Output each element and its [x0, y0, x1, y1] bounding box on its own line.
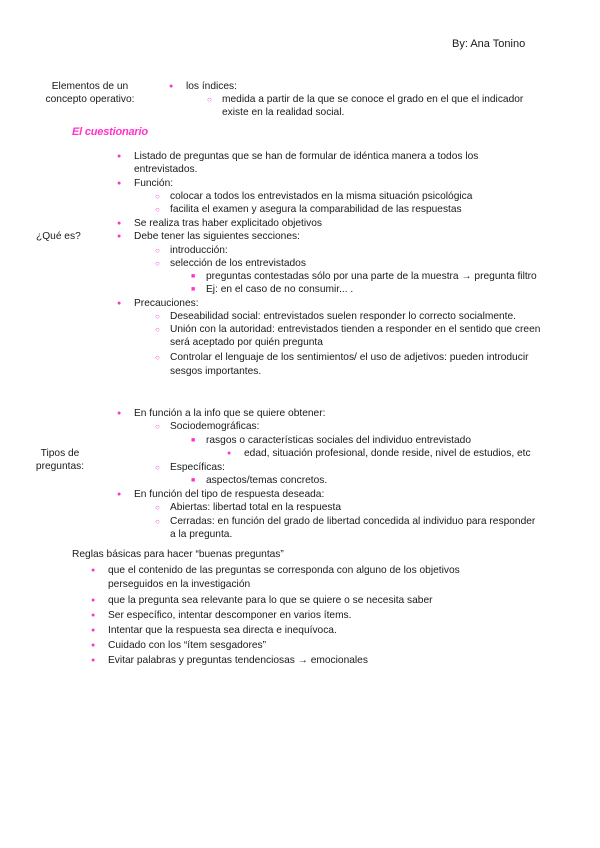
- list-item: ● Ser específico, intentar descomponer en varios ítems.: [108, 610, 352, 623]
- list-item-cont: a la pregunta.: [170, 529, 233, 540]
- list-item: ○ Controlar el lenguaje de los sentimientos/ el uso de adjetivos: pueden introducir: [170, 352, 528, 365]
- list-item: ● los índices:: [186, 81, 237, 94]
- list-item: ● edad, situación profesional, donde reside, nivel de estudios, etc: [244, 448, 531, 461]
- section-label: [20, 448, 100, 473]
- list-item: ○ Específicas:: [170, 462, 225, 475]
- list-item: ● Se realiza tras haber explicitado objetivos: [134, 218, 322, 231]
- list-item: ■ preguntas contestadas sólo por una parte de la muestra → pregunta filtro: [206, 271, 537, 284]
- list-item: ● que el contenido de las preguntas se corresponda con alguno de los objetivos: [108, 565, 460, 578]
- label-line: preguntas:: [35, 460, 85, 472]
- list-item: ■ Ej: en el caso de no consumir... .: [206, 284, 353, 297]
- list-item: ● Cuidado con los “ítem sesgadores”: [108, 640, 266, 653]
- list-item: ● Debe tener las siguientes secciones:: [134, 231, 300, 244]
- list-item: ○ introducción:: [170, 245, 228, 258]
- list-item: ■ rasgos o características sociales del individuo entrevistado: [206, 435, 471, 448]
- label-line: concepto operativo:: [45, 93, 135, 105]
- list-item-cont: perseguidos en la investigación: [108, 579, 251, 590]
- list-item-cont: existe en la realidad social.: [222, 107, 345, 118]
- list-item: ● Función:: [134, 178, 173, 191]
- list-item: ● Intentar que la respuesta sea directa e inequívoca.: [108, 625, 337, 638]
- section-label: [30, 81, 150, 106]
- list-item: ○ colocar a todos los entrevistados en la misma situación psicológica: [170, 191, 472, 204]
- list-item: ○ Abiertas: libertad total en la respuesta: [170, 502, 341, 515]
- list-item: ○ Sociodemográficas:: [170, 421, 259, 434]
- label-line: Tipos de: [40, 448, 80, 459]
- list-item: ● Listado de preguntas que se han de formular de idéntica manera a todos los: [134, 151, 478, 164]
- list-item: ○ Cerradas: en función del grado de libertad concedida al individuo para responder: [170, 516, 535, 529]
- list-item: ○ facilita el examen y asegura la comparabilidad de las respuestas: [170, 204, 462, 217]
- list-item: ■ aspectos/temas concretos.: [206, 475, 327, 488]
- section-heading: Reglas básicas para hacer “buenas preguntas”: [72, 549, 284, 560]
- section-title: El cuestionario: [72, 126, 148, 138]
- list-item: ● Evitar palabras y preguntas tendenciosas → emocionales: [108, 655, 368, 668]
- section-label: ¿Qué es?: [36, 231, 81, 242]
- list-item: ○ medida a partir de la que se conoce el grado en el que el indicador: [222, 94, 523, 107]
- list-item: ● En función a la info que se quiere obtener:: [134, 408, 325, 421]
- list-item: ○ Deseabilidad social: entrevistados suelen responder lo correcto socialmente.: [170, 311, 516, 324]
- author-credit: By: Ana Tonino: [452, 38, 526, 50]
- list-item: ● En función del tipo de respuesta deseada:: [134, 489, 324, 502]
- list-item: ● Precauciones:: [134, 298, 199, 311]
- list-item: ● que la pregunta sea relevante para lo que se quiere o se necesita saber: [108, 595, 433, 608]
- list-item-cont: sesgos importantes.: [170, 366, 262, 377]
- list-item: ○ selección de los entrevistados: [170, 258, 306, 271]
- label-line: Elementos de un: [51, 81, 129, 92]
- list-item-cont: será aceptado por quién pregunta: [170, 337, 323, 348]
- list-item: ○ Unión con la autoridad: entrevistados tienden a responder en el sentido que creen: [170, 324, 540, 337]
- list-item-cont: entrevistados.: [134, 164, 198, 175]
